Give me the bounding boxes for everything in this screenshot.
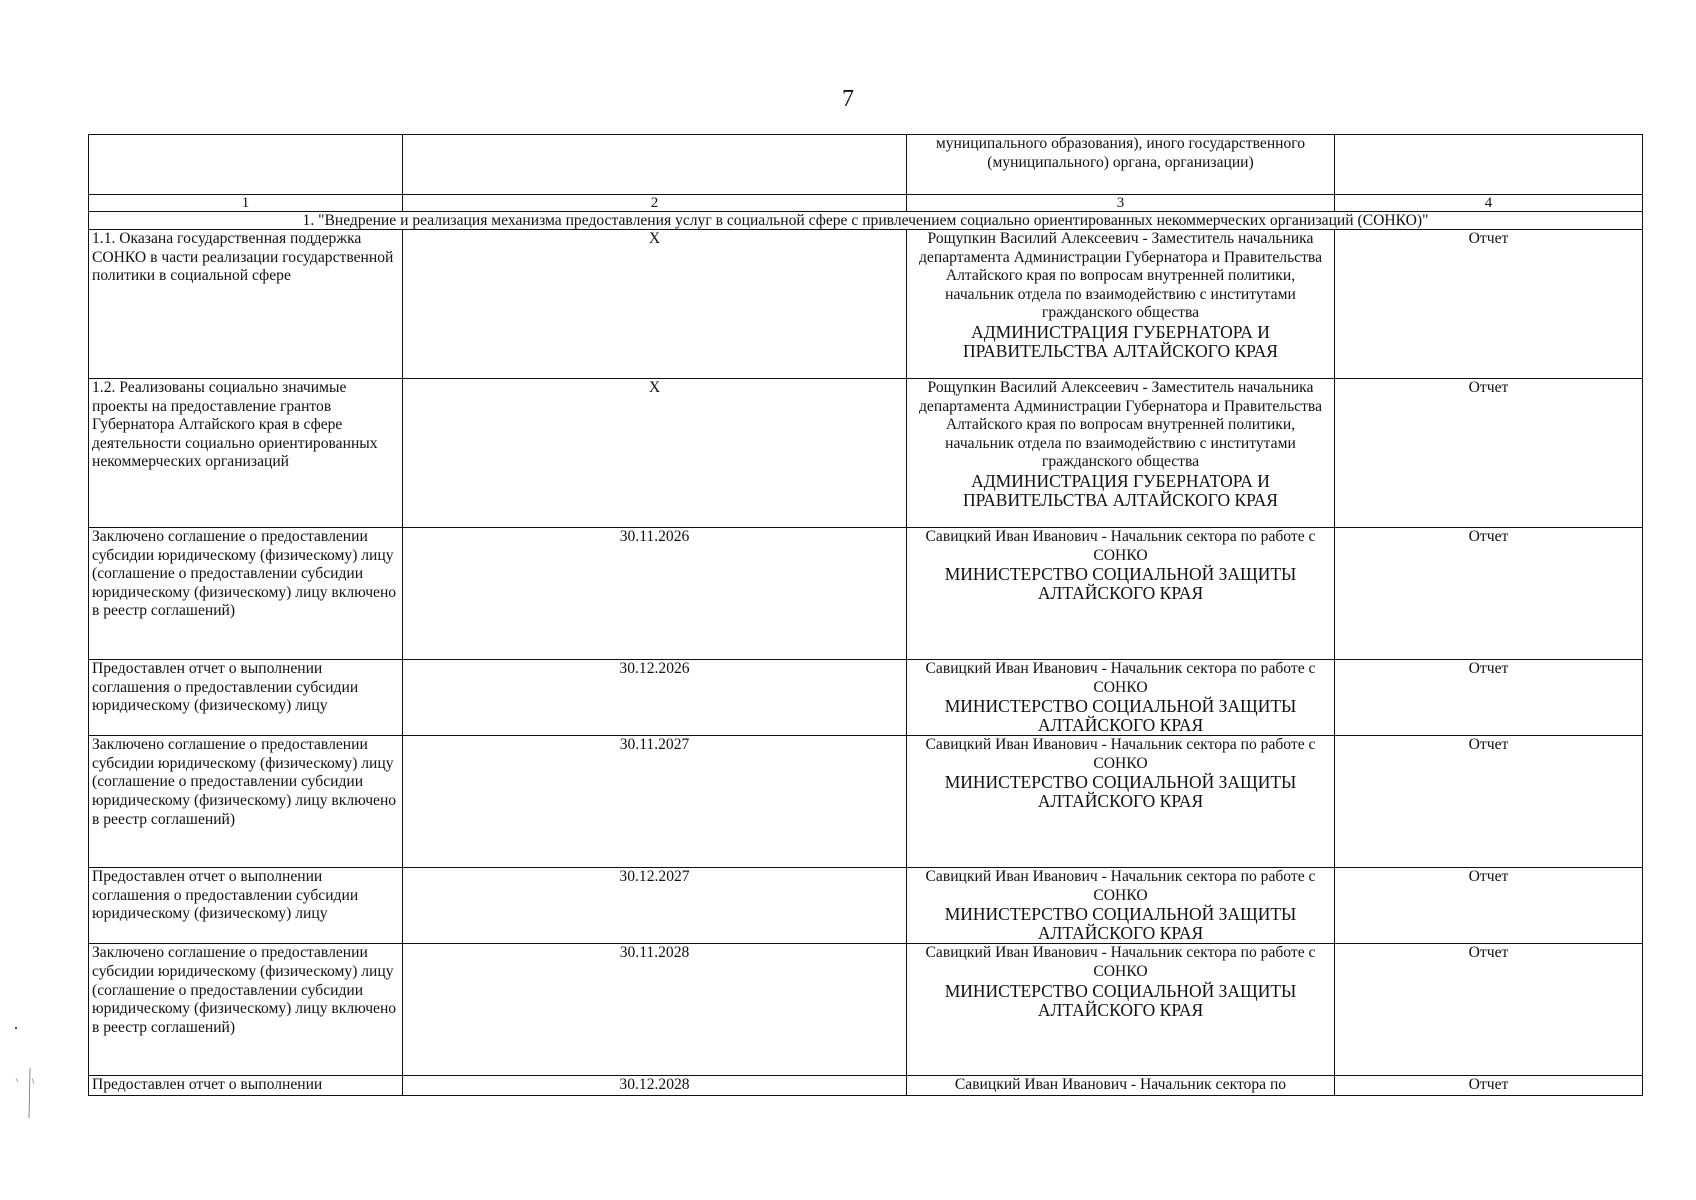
responsible-person: Савицкий Иван Иванович - Начальник сектора по работе с СОНКО: [925, 736, 1316, 772]
column-number: 2: [403, 195, 907, 212]
table-row: [89, 1076, 1643, 1096]
date-cell: 30.11.2027: [403, 736, 907, 868]
responsible-person: Савицкий Иван Иванович - Начальник сектора по: [954, 1076, 1287, 1094]
responsible-organization: МИНИСТЕРСТВО СОЦИАЛЬНОЙ ЗАЩИТЫ АЛТАЙСКОГО КРАЯ: [944, 696, 1297, 736]
table-row: [89, 868, 1643, 944]
column-numbers-row: [89, 195, 1643, 212]
responsible-cell: [907, 230, 1335, 379]
document-cell: Отчет: [1335, 379, 1643, 528]
date-cell: 30.11.2028: [403, 944, 907, 1076]
table-row: [89, 736, 1643, 868]
page-number: 7: [842, 86, 854, 112]
responsible-cell: [907, 528, 1335, 660]
section-title-row: [89, 212, 1643, 230]
result-cell: Предоставлен отчет о выполнении соглашения о предоставлении субсидии юридическому (физическому) лицу: [89, 868, 403, 944]
result-cell: Заключено соглашение о предоставлении субсидии юридическому (физическому) лицу (соглашение о предоставлении субсидии юридическому (физическому) лицу включено в реестр соглашений): [89, 528, 403, 660]
table-row: [89, 660, 1643, 736]
document-cell: Отчет: [1335, 944, 1643, 1076]
scan-margin-marks: [10, 1008, 50, 1128]
responsible-organization: АДМИНИСТРАЦИЯ ГУБЕРНАТОРА И ПРАВИТЕЛЬСТВА АЛТАЙСКОГО КРАЯ: [963, 470, 1278, 510]
date-cell: 30.12.2028: [403, 1076, 907, 1096]
result-cell: Заключено соглашение о предоставлении субсидии юридическому (физическому) лицу (соглашение о предоставлении субсидии юридическому (физическому) лицу включено в реестр соглашений): [89, 944, 403, 1076]
result-cell: 1.2. Реализованы социально значимые проекты на предоставление грантов Губернатора Алтайского края в сфере деятельности социально ориентированных некоммерческих организаций: [89, 379, 403, 528]
responsible-organization: МИНИСТЕРСТВО СОЦИАЛЬНОЙ ЗАЩИТЫ АЛТАЙСКОГО КРАЯ: [944, 772, 1297, 812]
result-cell: Заключено соглашение о предоставлении субсидии юридическому (физическому) лицу (соглашение о предоставлении субсидии юридическому (физическому) лицу включено в реестр соглашений): [89, 736, 403, 868]
responsible-person: Рощупкин Василий Алексеевич - Заместитель начальника департамента Администрации Губернатора и Правительства Алтайского края по вопросам внутренней политики, начальник отдела по взаимодействию с институтами гражданского общества: [919, 230, 1322, 322]
date-cell: X: [403, 230, 907, 379]
responsible-cell: [907, 868, 1335, 944]
header-cell-2: [403, 135, 907, 195]
responsible-organization: АДМИНИСТРАЦИЯ ГУБЕРНАТОРА И ПРАВИТЕЛЬСТВА АЛТАЙСКОГО КРАЯ: [963, 321, 1278, 361]
document-cell: Отчет: [1335, 736, 1643, 868]
responsible-person: Савицкий Иван Иванович - Начальник сектора по работе с СОНКО: [925, 660, 1316, 696]
header-cell-4: [1335, 135, 1643, 195]
date-cell: X: [403, 379, 907, 528]
scan-artifact-icon: [10, 1008, 50, 1128]
responsible-organization: МИНИСТЕРСТВО СОЦИАЛЬНОЙ ЗАЩИТЫ АЛТАЙСКОГО КРАЯ: [944, 564, 1297, 604]
header-continuation-row: [89, 135, 1643, 195]
responsible-organization: МИНИСТЕРСТВО СОЦИАЛЬНОЙ ЗАЩИТЫ АЛТАЙСКОГО КРАЯ: [944, 904, 1297, 944]
responsible-person: Савицкий Иван Иванович - Начальник сектора по работе с СОНКО: [925, 944, 1316, 980]
result-cell: Предоставлен отчет о выполнении: [89, 1076, 403, 1096]
responsible-cell: [907, 1076, 1335, 1096]
document-cell: Отчет: [1335, 868, 1643, 944]
section-title: 1. "Внедрение и реализация механизма предоставления услуг в социальной сфере с привлечением социально ориентированных некоммерческих организаций (СОНКО)": [89, 212, 1643, 230]
responsible-person: Савицкий Иван Иванович - Начальник сектора по работе с СОНКО: [925, 868, 1316, 904]
table-row: [89, 944, 1643, 1076]
table-row: [89, 230, 1643, 379]
header-cell-3: муниципального образования), иного государственного (муниципального) органа, организации): [907, 135, 1335, 195]
responsibility-table: [88, 134, 1643, 1096]
table-row: [89, 528, 1643, 660]
document-cell: Отчет: [1335, 660, 1643, 736]
date-cell: 30.12.2026: [403, 660, 907, 736]
responsible-person: Рощупкин Василий Алексеевич - Заместитель начальника департамента Администрации Губернатора и Правительства Алтайского края по вопросам внутренней политики, начальник отдела по взаимодействию с институтами гражданского общества: [919, 379, 1322, 471]
document-cell: Отчет: [1335, 230, 1643, 379]
responsible-cell: [907, 660, 1335, 736]
responsible-cell: [907, 944, 1335, 1076]
date-cell: 30.12.2027: [403, 868, 907, 944]
result-cell: 1.1. Оказана государственная поддержка СОНКО в части реализации государственной политики в социальной сфере: [89, 230, 403, 379]
document-cell: Отчет: [1335, 1076, 1643, 1096]
table-row: [89, 379, 1643, 528]
responsible-organization: МИНИСТЕРСТВО СОЦИАЛЬНОЙ ЗАЩИТЫ АЛТАЙСКОГО КРАЯ: [944, 980, 1297, 1020]
column-number: 4: [1335, 195, 1643, 212]
date-cell: 30.11.2026: [403, 528, 907, 660]
column-number: 1: [89, 195, 403, 212]
responsible-cell: [907, 379, 1335, 528]
responsible-cell: [907, 736, 1335, 868]
column-number: 3: [907, 195, 1335, 212]
responsible-person: Савицкий Иван Иванович - Начальник сектора по работе с СОНКО: [925, 528, 1316, 564]
document-cell: Отчет: [1335, 528, 1643, 660]
header-cell-1: [89, 135, 403, 195]
result-cell: Предоставлен отчет о выполнении соглашения о предоставлении субсидии юридическому (физическому) лицу: [89, 660, 403, 736]
